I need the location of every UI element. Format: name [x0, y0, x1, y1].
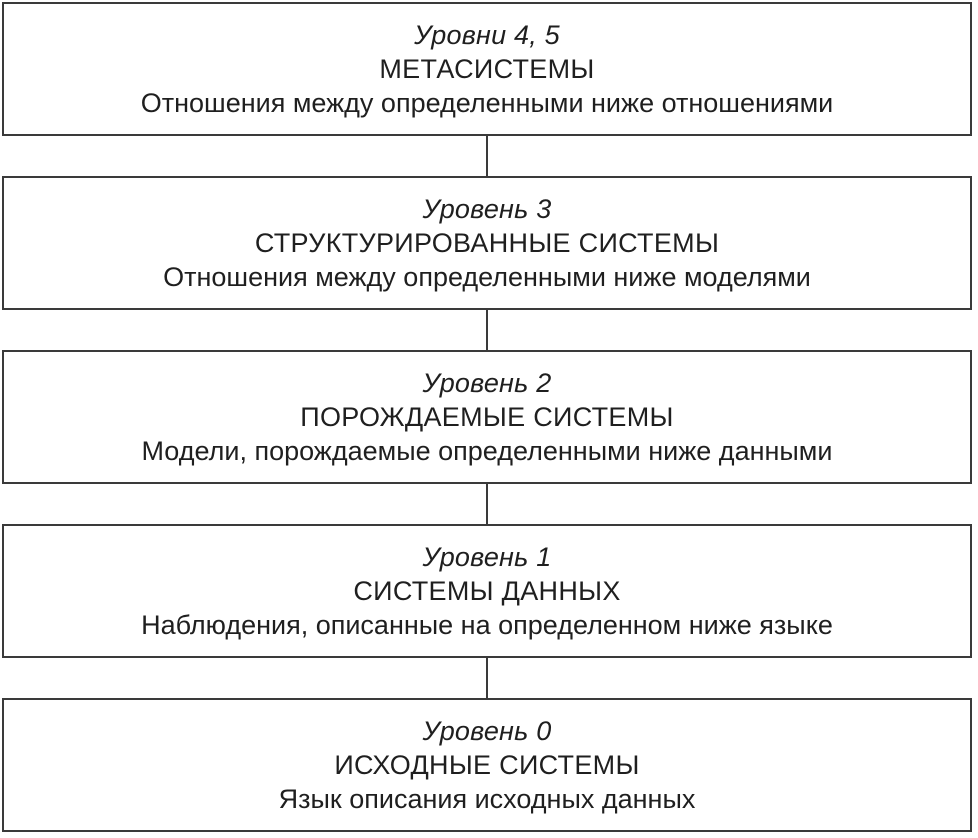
level-box-generative-systems [2, 350, 972, 484]
level-box-source-systems [2, 698, 972, 832]
level-description: Язык описания исходных данных [278, 784, 696, 814]
connector-line [486, 658, 488, 698]
level-title: СИСТЕМЫ ДАННЫХ [353, 576, 621, 606]
level-box-structured-systems [2, 176, 972, 310]
level-heading: Уровень 1 [422, 542, 552, 572]
level-box-data-systems [2, 524, 972, 658]
connector-line [486, 310, 488, 350]
connector-line [486, 136, 488, 176]
level-heading: Уровень 3 [422, 194, 552, 224]
level-heading: Уровень 2 [422, 368, 552, 398]
level-title: МЕТАСИСТЕМЫ [379, 54, 595, 84]
level-heading: Уровень 0 [422, 716, 552, 746]
level-description: Отношения между определенными ниже отношениями [140, 88, 834, 118]
level-heading: Уровни 4, 5 [414, 20, 560, 50]
level-title: СТРУКТУРИРОВАННЫЕ СИСТЕМЫ [254, 228, 720, 258]
level-description: Модели, порождаемые определенными ниже данными [141, 436, 833, 466]
level-description: Наблюдения, описанные на определенном ниже языке [141, 610, 833, 640]
connector-line [486, 484, 488, 524]
level-box-metasystems [2, 2, 972, 136]
level-title: ПОРОЖДАЕМЫЕ СИСТЕМЫ [300, 402, 674, 432]
level-description: Отношения между определенными ниже моделями [163, 262, 811, 292]
level-title: ИСХОДНЫЕ СИСТЕМЫ [334, 750, 640, 780]
